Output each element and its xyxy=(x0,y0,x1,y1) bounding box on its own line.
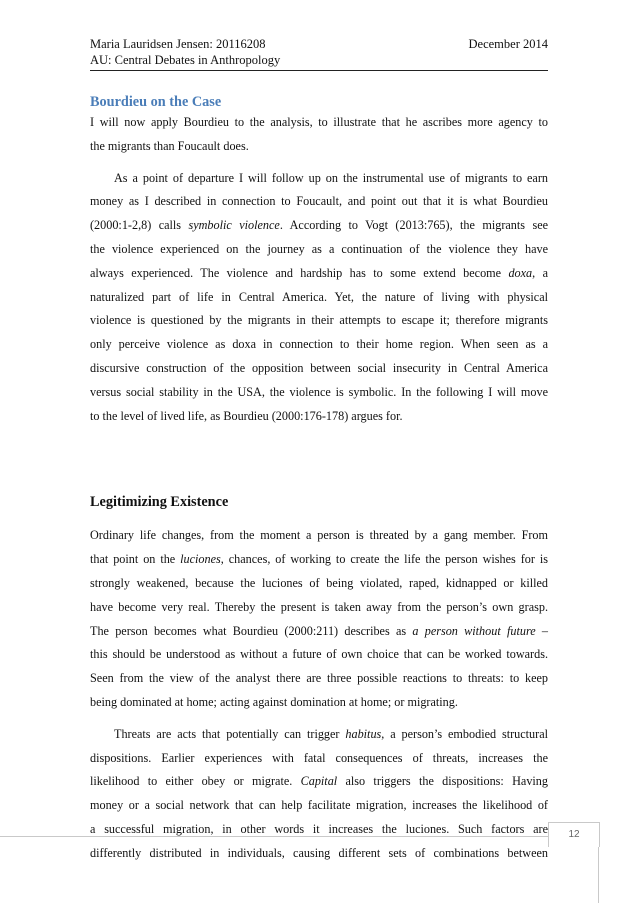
footer-rule xyxy=(0,836,600,837)
text-line: I will now apply Bourdieu to the analysis, to illustrate that he ascribes more agency to xyxy=(90,115,548,129)
emphasis: symbolic violence xyxy=(188,218,280,233)
emphasis: a person without future xyxy=(412,623,536,638)
header-rule xyxy=(90,70,548,71)
text-line: the violence experienced on the journey as a continuation of the violence they have xyxy=(90,241,548,256)
text-line: likelihood to either obey or migrate. Capital also triggers the dispositions: Having xyxy=(90,774,548,789)
page-number: 12 xyxy=(548,822,600,847)
text-line: being dominated at home; acting against domination at home; or migrating. xyxy=(90,694,458,709)
text-line: Threats are acts that potentially can trigger habitus, a person’s embodied structural xyxy=(114,726,548,741)
text-line: The person becomes what Bourdieu (2000:211) describes as a person without future – xyxy=(90,623,548,638)
text-line: that point on the luciones, chances, of working to create the life the person wishes for is xyxy=(90,552,548,567)
paragraph xyxy=(90,111,548,159)
text-line: a successful migration, in other words it increases the luciones. Such factors are xyxy=(90,821,548,836)
text-line: dispositions. Earlier experiences with fatal consequences of threats, increases the xyxy=(90,750,548,765)
text-line: naturalized part of life in Central America. Yet, the nature of living with physical xyxy=(90,289,548,304)
emphasis: habitus xyxy=(345,726,382,741)
text-line: the migrants than Foucault does. xyxy=(90,138,249,153)
emphasis: doxa xyxy=(508,265,533,280)
text-line: only perceive violence as doxa in connection to their home region. When seen as a xyxy=(90,337,548,352)
text-line: As a point of departure I will follow up on the instrumental use of migrants to earn xyxy=(114,170,548,185)
section-heading-legitimizing: Legitimizing Existence xyxy=(90,494,229,511)
header-date: December 2014 xyxy=(468,37,548,51)
emphasis: luciones xyxy=(180,552,221,567)
text-line: differently distributed in individuals, causing different sets of combinations between xyxy=(90,845,548,860)
text-line: strongly weakened, because the luciones of being violated, raped, kidnapped or killed xyxy=(90,575,548,590)
text-line: always experienced. The violence and hardship has to some extend become doxa, a xyxy=(90,265,548,280)
document-body xyxy=(90,94,548,866)
paragraph xyxy=(90,723,548,866)
page-header xyxy=(90,36,548,68)
text-line: have become very real. Thereby the present is taken away from the person’s own grasp. xyxy=(90,599,548,614)
text-line: Ordinary life changes, from the moment a person is threated by a gang member. From xyxy=(90,528,548,543)
text-line: discursive construction of the opposition between social insecurity in Central America xyxy=(90,360,548,375)
emphasis: Capital xyxy=(300,774,338,789)
paragraph xyxy=(90,167,548,429)
text-line: this should be understood as without a future of own choice that can be worked towards. xyxy=(90,647,548,662)
header-author: Maria Lauridsen Jensen: 20116208 xyxy=(90,37,266,51)
text-line: money as I described in connection to Foucault, and point out that it is what Bourdieu xyxy=(90,194,548,209)
text-line: versus social stability in the USA, the violence is symbolic. In the following I will move xyxy=(90,384,548,399)
text-line: violence is questioned by the migrants in their attempts to escape it; therefore migrants xyxy=(90,313,548,328)
text-line: Seen from the view of the analyst there are three possible reactions to threats: to keep xyxy=(90,671,548,686)
section-heading-bourdieu: Bourdieu on the Case xyxy=(90,94,222,110)
header-course: AU: Central Debates in Anthropology xyxy=(90,53,281,67)
text-line: money or a social network that can help facilitate migration, increases the likelihood of xyxy=(90,798,548,813)
paragraph xyxy=(90,524,548,714)
text-line: (2000:1-2,8) calls symbolic violence. According to Vogt (2013:765), the migrants see xyxy=(90,218,549,233)
text-line: to the level of lived life, as Bourdieu (2000:176-178) argues for. xyxy=(90,408,403,423)
